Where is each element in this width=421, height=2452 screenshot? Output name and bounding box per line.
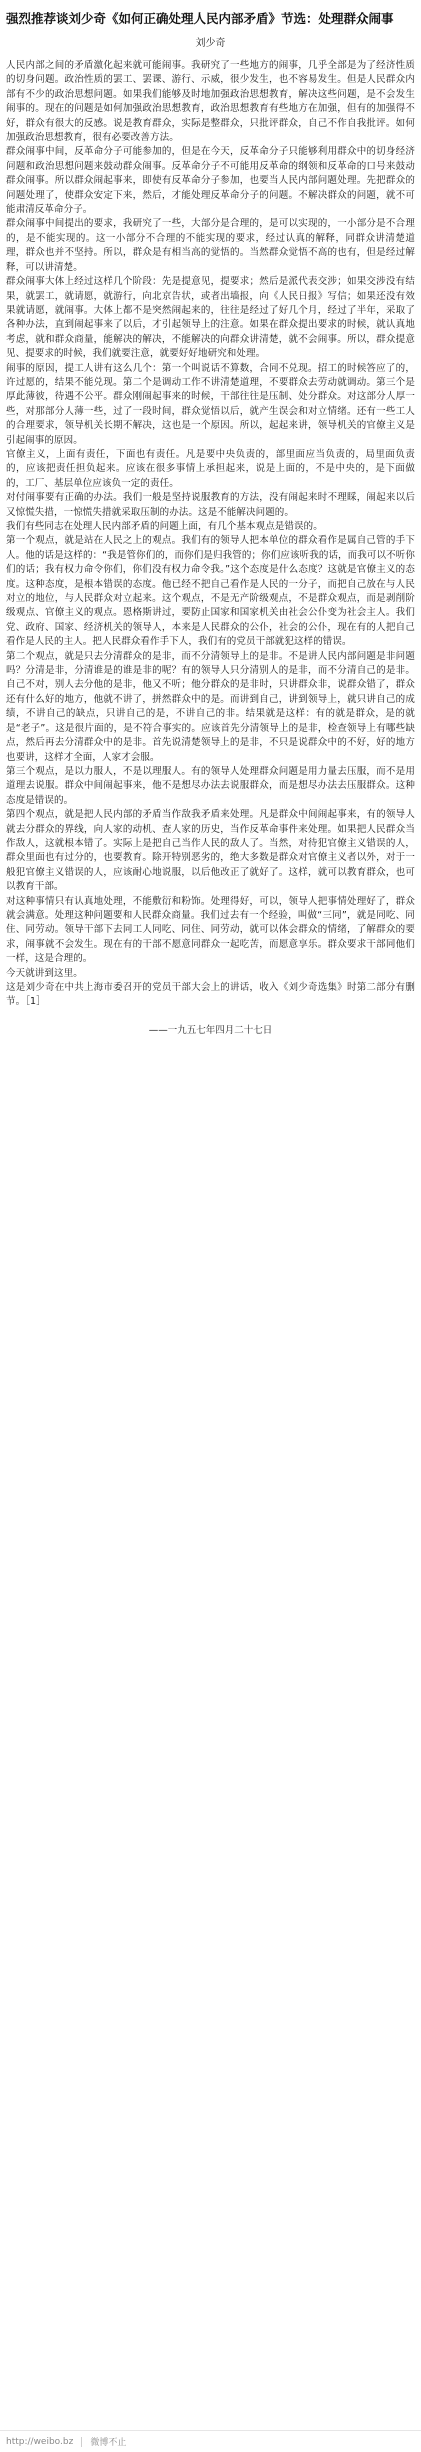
paragraph: 第四个观点，就是把人民内部的矛盾当作敌我矛盾来处理。凡是群众中间闹起事来，有的领导人就去分群众的界线，向人家的动机、查人家的历史，当作反革命事件来处理。如果把人民群众当作敌人，这就根本错了。实际上是把自己当作人民的敌人了。当然，对待犯官僚主义错误的人，群众里面也有过分的，也要教育。除开特别恶劣的，绝大多数是群众对官僚主义者以外，对于一般犯官僚主义错误的人，应该耐心地说服，以后他改正了就好了。这样，就可以教育群众，也可以教育干部。 [6, 809, 415, 893]
paragraph: 群众闹事中间，反革命分子可能参加的，但是在今天，反革命分子只能够利用群众中的切身经济问题和政治思想问题来鼓动群众闹事。反革命分子不可能用反革命的纲领和反革命的口号来鼓动群众闹事。所以群众闹起事来，即使有反革命分子参加，也要当人民内部问题处理。先把群众的问题处理了，使群众安定下来，然后，才能处理反革命分子的问题。不解决群众的问题，就不可能肃清反革命分子。 [6, 146, 415, 216]
paragraph: 官僚主义，上面有责任，下面也有责任。凡是要中央负责的，部里面应当负责的，局里面负责的，应该把责任担负起来。应该在很多事情上承担起来，说是上面的，不是中央的，是下面做的，工厂、基层单位应该负一定的责任。 [6, 448, 415, 489]
paragraph: 第三个观点，是以力服人，不是以理服人。有的领导人处理群众问题是用力量去压服，而不是用道理去说服。群众中间闹起事来，他不是想尽办法去说服群众，而是想尽办法去压服群众。这种态度是错误的。 [6, 765, 415, 806]
paragraph: 群众闹事中间提出的要求，我研究了一些，大部分是合理的，是可以实现的，一小部分是不合理的，是不能实现的。这一小部分不合理的不能实现的要求，经过认真的解释，同群众讲清楚道理，群众也并不坚持。所以，群众是有相当高的觉悟的。当然群众觉悟不高的也有，但是经过解释，可以讲清楚。 [6, 218, 415, 273]
paragraph: 闹事的原因，提工人讲有这么几个：第一个叫说话不算数，合同不兑现。招工的时候答应了的，许过愿的，结果不能兑现。第二个是调动工作不讲清楚道理，不要群众去劳动就调动。第三个是厚此薄彼，待遇不公平。群众刚闹起事来的时候，干部往往是压制、处分群众。对这部分人厚一些，对那部分人薄一些，过了一段时间，群众觉悟以后，就产生误会和对立情绪。还有一些工人的合理要求，领导机关长期不解决，这也是一个原因。所以，起起来讲，领导机关的官僚主义是引起闹事的原因。 [6, 362, 415, 446]
footer-divider [81, 2437, 82, 2447]
paragraph: 第二个观点，就是只去分清群众的是非，而不分清领导上的是非。不是讲人民内部问题是非问题吗？分清是非，分清谁是的谁是非的呢？有的领导人只分清别人的是非，而不分清自己的是非。自己不对，别人去分他的是非，他又不听；他分群众的是非时，只讲群众非，说群众错了，群众还有什么好的地方，他就不讲了，拼然群众中的是。而讲到自己，讲到领导上，就只讲自己的成绩，不讲自己的缺点，只讲自己的是，不讲自己的非。结果就是这样：有的就是群众，是的就是“老子”。这是很片面的，是不符合事实的。应该首先分清领导上的是非，检查领导上有哪些缺点，然后再去分清群众中的是非。首先说清楚领导上的是非，不只是说群众中的不好，好的地方也要讲，这样才全面，人家才会服。 [6, 650, 415, 763]
paragraph: 人民内部之间的矛盾激化起来就可能闹事。我研究了一些地方的闹事，几乎全部是为了经济性质的切身问题。政治性质的罢工、罢课、游行、示威，很少发生，也不容易发生。但是人民群众内部有不少的政治思想问题。如果我们能够及时地加强政治思想教育，解决这些问题，是不会发生闹事的。现在的问题是如何加强政治思想教育，政治思想教育有些地方在加强，但有的加强得不好，群众有很大的反感。说是教育群众，实际是整群众，只批评群众，自己不作自我批评。如何加强政治思想教育，很有必要改善方法。 [6, 60, 415, 144]
article-title: 强烈推荐谈刘少奇《如何正确处理人民内部矛盾》节选：处理群众闹事 [6, 11, 394, 26]
paragraph: 对付闹事要有正确的办法。我们一般是坚持说服教育的方法，没有闹起来时不理睬，闹起来以后又惊慌失措，一惊慌失措就采取压制的办法。这是不能解决问题的。 [6, 492, 415, 518]
speech-date: ——一九五七年四月二十七日 [148, 1024, 273, 1036]
footer-bar [0, 2430, 421, 2452]
source-url[interactable]: http://weibo.bz [6, 2436, 74, 2447]
paragraph: 群众闹事大体上经过这样几个阶段：先是提意见，提要求；然后是派代表交涉；如果交涉没有结果，就罢工，就请愿，就游行，向北京告状，或者出墙报，向《人民日报》写信；如果还没有效果就请愿，就闹事。大体上都不是突然闹起来的，往往是经过了好几个月，经过了半年，采取了各种办法，直到闹起事来了以后，才引起领导上的注意。如果在群众提出要求的时候，就认真地考虑，就和群众商量，能解决的解决，不能解决的向群众讲清楚，就不会闹事。所以，群众提意见、提要求的时候，我们就要注意，就要好好地研究和处理。 [6, 276, 415, 360]
brand-name: 微博不止 [90, 2438, 127, 2448]
paragraph: 对这种事情只有认真地处理，不能敷衍和粉饰。处理得好，可以，领导人把事情处理好了，群众就会满意。处理这种问题要和人民群众商量。我们过去有一个经验，叫做“三同”，就是同吃、同住、同劳动。领导干部下去同工人同吃、同住、同劳动，就可以体会群众的情绪，了解群众的要求，闹事就不会发生。现在有的干部不愿意同群众一起吃苦，而愿意享乐。群众要求干部同他们一样，这是合理的。 [6, 895, 415, 965]
author-name: 刘少奇 [195, 38, 226, 49]
paragraph: 今天就讲到这里。 [6, 967, 83, 979]
article-body [6, 59, 415, 1010]
paragraph: 第一个观点，就是站在人民之上的观点。我们有的领导人把本单位的群众看作是属自己管的手下人。他的话是这样的：“我是管你们的，而你们是归我管的；你们应该听我的话，而我可以不听你们的话；我有权力命令你们，你们没有权力命令我。”这个态度是什么态度？这就是官僚主义的态度。这种态度，是根本错误的态度。他已经不把自己看作是人民的一分子，而把自己放在与人民对立的地位，与人民群众对立起来。这个观点，不是无产阶级观点，不是群众观点，而是剥削阶级观点、官僚主义的观点。恩格斯讲过，要防止国家和国家机关由社会公仆变为社会主人。我们党、政府、国家、经济机关的领导人，本来是人民群众的公仆，社会的公仆，现在有的人把自己看作是人民的主人。把人民群众看作手下人，我们有的党员干部就犯这样的错误。 [6, 535, 415, 648]
editor-note: 这是刘少奇在中共上海市委召开的党员干部大会上的讲话，收入《刘少奇选集》时第二部分有删节。［1］ [6, 982, 415, 1008]
paragraph: 我们有些同志在处理人民内部矛盾的问题上面，有几个基本观点是错误的。 [6, 521, 323, 532]
